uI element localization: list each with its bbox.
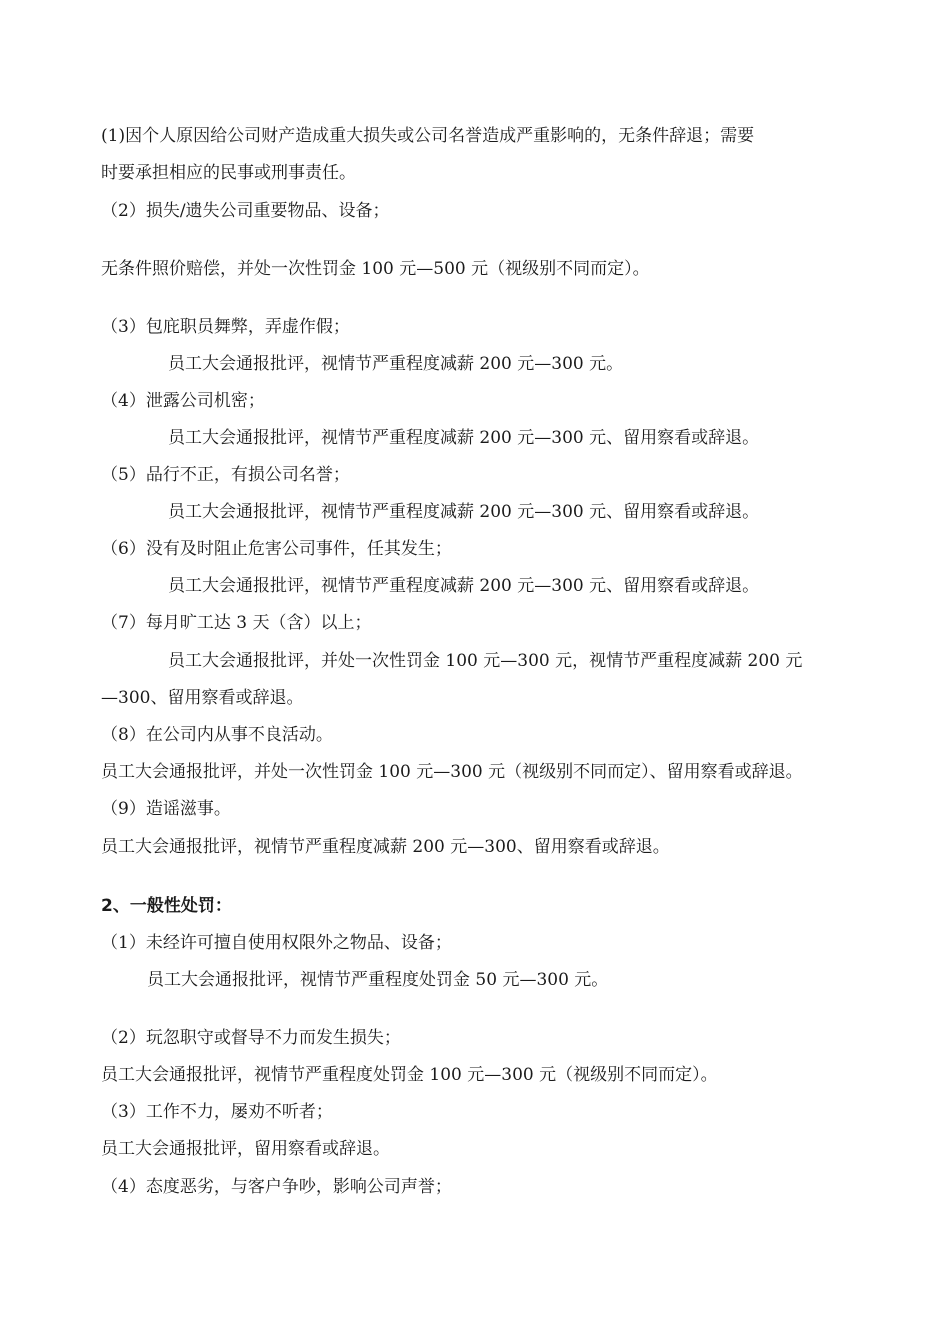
text-line: （9）造谣滋事。 [101, 799, 231, 819]
text-line: 员工大会通报批评，视情节严重程度减薪 200 元—300 元。 [168, 354, 624, 374]
text-line: 时要承担相应的民事或刑事责任。 [101, 163, 356, 183]
text-line: （1）未经许可擅自使用权限外之物品、设备； [101, 933, 452, 953]
text-line: 员工大会通报批评，并处一次性罚金 100 元—300 元，视情节严重程度减薪 200 元 [168, 651, 803, 671]
text-line: 员工大会通报批评，留用察看或辞退。 [101, 1139, 390, 1159]
text-line: （2）损失/遗失公司重要物品、设备； [101, 201, 390, 221]
text-line: 员工大会通报批评，视情节严重程度减薪 200 元—300 元、留用察看或辞退。 [168, 502, 760, 522]
text-line: （5）品行不正，有损公司名誉； [101, 465, 350, 485]
text-line: （3）包庇职员舞弊，弄虚作假； [101, 317, 350, 337]
text-line: —300、留用察看或辞退。 [101, 688, 304, 708]
text-line: （7）每月旷工达 3 天（含）以上； [101, 613, 372, 633]
text-line: 员工大会通报批评，并处一次性罚金 100 元—300 元（视级别不同而定）、留用察看或辞退。 [101, 762, 803, 782]
text-line: 员工大会通报批评，视情节严重程度减薪 200 元—300 元、留用察看或辞退。 [168, 428, 760, 448]
text-line: 员工大会通报批评，视情节严重程度处罚金 50 元—300 元。 [147, 970, 609, 990]
section-heading: 2、一般性处罚： [101, 896, 232, 916]
text-line: （8）在公司内从事不良活动。 [101, 725, 333, 745]
text-line: （2）玩忽职守或督导不力而发生损失； [101, 1028, 401, 1048]
text-line: 无条件照价赔偿，并处一次性罚金 100 元—500 元（视级别不同而定）。 [101, 259, 650, 279]
text-line: 员工大会通报批评，视情节严重程度减薪 200 元—300、留用察看或辞退。 [101, 837, 670, 857]
text-line: 员工大会通报批评，视情节严重程度减薪 200 元—300 元、留用察看或辞退。 [168, 576, 760, 596]
text-line: （4）泄露公司机密； [101, 391, 265, 411]
text-line: （3）工作不力，屡劝不听者； [101, 1102, 333, 1122]
text-line: （6）没有及时阻止危害公司事件，任其发生； [101, 539, 452, 559]
text-line: (1)因个人原因给公司财产造成重大损失或公司名誉造成严重影响的，无条件辞退；需要 [101, 126, 755, 146]
text-line: （4）态度恶劣，与客户争吵，影响公司声誉； [101, 1177, 452, 1197]
text-line: 员工大会通报批评，视情节严重程度处罚金 100 元—300 元（视级别不同而定）。 [101, 1065, 718, 1085]
